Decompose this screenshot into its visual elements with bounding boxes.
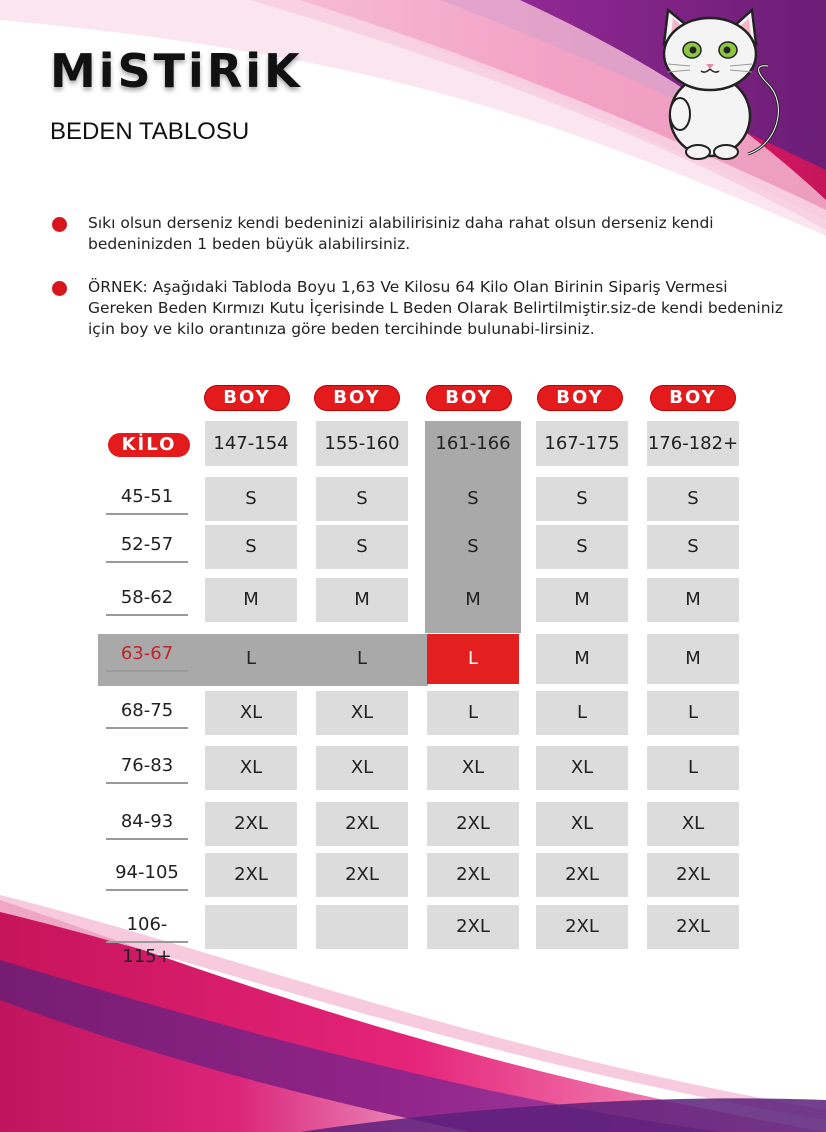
- weight-range-label: 106-115+: [106, 909, 188, 943]
- size-cell: XL: [536, 746, 628, 790]
- size-cell: M: [536, 578, 628, 622]
- example-size-cell: L: [427, 634, 519, 684]
- size-cell: L: [647, 691, 739, 735]
- height-header-cell: 161-166: [427, 421, 519, 466]
- brand-logo: MiSTiRiK: [50, 44, 303, 98]
- weight-range-label: 84-93: [106, 806, 188, 840]
- size-cell: XL: [536, 802, 628, 846]
- size-cell: XL: [316, 691, 408, 735]
- weight-range-label: 58-62: [106, 582, 188, 616]
- size-cell: 2XL: [316, 802, 408, 846]
- weight-range-label: 68-75: [106, 695, 188, 729]
- size-cell: L: [205, 634, 297, 684]
- boy-badge: BOY: [427, 386, 511, 410]
- note-item: [52, 213, 772, 257]
- bullet-icon: [52, 217, 67, 232]
- size-cell: L: [536, 691, 628, 735]
- size-cell: S: [205, 525, 297, 569]
- boy-badge: BOY: [205, 386, 289, 410]
- note-text: Sıkı olsun derseniz kendi bedeninizi alabilirisiniz daha rahat olsun derseniz kendi bedeninizden 1 beden büyük alabilirsiniz.: [88, 214, 714, 253]
- height-header-cell: 147-154: [205, 421, 297, 466]
- size-cell: S: [316, 525, 408, 569]
- cat-mascot-icon: [628, 4, 788, 164]
- size-cell: 2XL: [205, 853, 297, 897]
- size-cell: S: [427, 525, 519, 569]
- bullet-icon: [52, 281, 67, 296]
- size-cell: XL: [427, 746, 519, 790]
- height-header-cell: 167-175: [536, 421, 628, 466]
- size-cell: S: [647, 477, 739, 521]
- size-cell: 2XL: [427, 853, 519, 897]
- size-cell: 2XL: [647, 853, 739, 897]
- size-cell: M: [427, 578, 519, 622]
- note-item: [52, 277, 783, 367]
- size-cell: S: [427, 477, 519, 521]
- boy-badge: BOY: [538, 386, 622, 410]
- size-cell: 2XL: [427, 802, 519, 846]
- weight-range-label: 94-105: [106, 857, 188, 891]
- size-cell: M: [536, 634, 628, 684]
- size-cell: S: [316, 477, 408, 521]
- weight-range-label: 76-83: [106, 750, 188, 784]
- size-cell: M: [205, 578, 297, 622]
- size-cell: M: [647, 634, 739, 684]
- weight-range-label: 52-57: [106, 529, 188, 563]
- size-cell: 2XL: [536, 905, 628, 949]
- kilo-badge: KİLO: [108, 433, 190, 457]
- height-header-cell: 155-160: [316, 421, 408, 466]
- height-header-cell: 176-182+: [647, 421, 739, 466]
- size-cell: XL: [205, 746, 297, 790]
- size-cell: 2XL: [427, 905, 519, 949]
- size-cell: S: [205, 477, 297, 521]
- boy-badge: BOY: [315, 386, 399, 410]
- size-cell: S: [536, 477, 628, 521]
- size-cell: [316, 905, 408, 949]
- size-cell: XL: [316, 746, 408, 790]
- size-cell: 2XL: [316, 853, 408, 897]
- weight-range-label: 63-67: [106, 638, 188, 672]
- size-cell: XL: [205, 691, 297, 735]
- size-cell: M: [647, 578, 739, 622]
- size-cell: 2XL: [536, 853, 628, 897]
- size-cell: M: [316, 578, 408, 622]
- size-cell: S: [536, 525, 628, 569]
- size-cell: L: [647, 746, 739, 790]
- size-cell: 2XL: [205, 802, 297, 846]
- note-text: ÖRNEK: Aşağıdaki Tabloda Boyu 1,63 Ve Kilosu 64 Kilo Olan Birinin Sipariş Vermesi Gereken Beden Kırmızı Kutu İçerisinde L Beden Olarak Belirtilmiştir.siz-de kendi bedeniniz için boy ve kilo orantınıza göre beden tercihinde bulunabi-lirsiniz.: [88, 278, 783, 338]
- size-cell: XL: [647, 802, 739, 846]
- size-cell: [205, 905, 297, 949]
- size-cell: L: [316, 634, 408, 684]
- size-cell: L: [427, 691, 519, 735]
- page-subtitle: BEDEN TABLOSU: [50, 118, 250, 145]
- size-cell: S: [647, 525, 739, 569]
- weight-range-label: 45-51: [106, 481, 188, 515]
- boy-badge: BOY: [651, 386, 735, 410]
- size-cell: 2XL: [647, 905, 739, 949]
